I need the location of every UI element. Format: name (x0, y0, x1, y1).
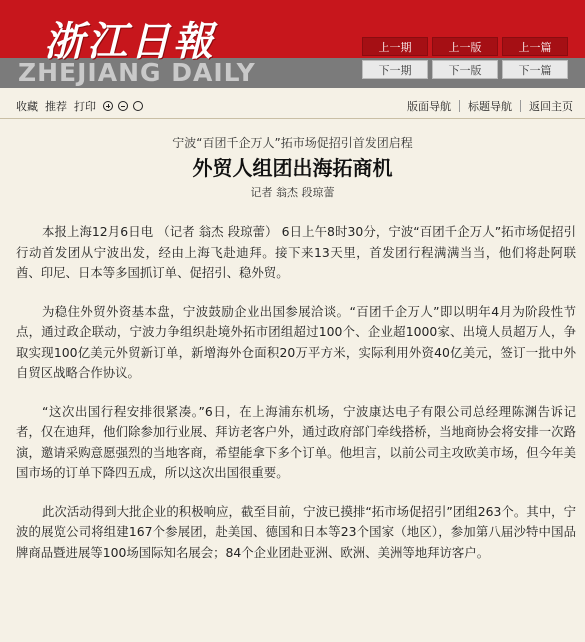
issue-navigation (362, 37, 578, 79)
prev-issue-button[interactable]: 上一期 (362, 37, 428, 56)
newspaper-logo: 浙江日報 (44, 18, 216, 65)
next-issue-button[interactable]: 下一期 (362, 60, 428, 79)
title-nav-link[interactable]: 标题导航 (468, 100, 512, 113)
recommend-link[interactable]: 推荐 (45, 100, 67, 113)
newspaper-logo-english: ZHEJIANG DAILY (18, 58, 256, 87)
print-link[interactable]: 打印 (74, 100, 96, 113)
article-headline: 外贸人组团出海拓商机 (192, 156, 393, 180)
article-toolbar (0, 92, 585, 119)
article-paragraph: 此次活动得到大批企业的积极响应，截至目前，宁波已摸排“拓市场促招引”团组263个。其中，宁波的展览公司将组建167个参展团，赴美国、德国和日本等23个国家（地区），参加第八届沙特中国品牌商品暨进展等100场国际知名展会；84个企业团赴亚洲、欧洲、美洲等地拜访客户。 (16, 503, 576, 560)
zoom-in-icon[interactable] (103, 101, 113, 111)
article-paragraph: 为稳住外贸外资基本盘，宁波鼓励企业出国参展洽谈。“百团千企万人”即以明年4月为阶段性节点，通过政企联动，宁波力争组织赴境外拓市团组超过100个、企业超1000家、出境人员超万人，争取实现100亿美元外贸新订单，新增海外仓面积20万平方米，实际利用外资40亿美元，签订一批中外自贸区战略合作协议。 (16, 303, 576, 380)
article-paragraph: “这次出国行程安排很紧凑。”6日，在上海浦东机场，宁波康达电子有限公司总经理陈渊告诉记者，仅在迪拜，他们除参加行业展、拜访老客户外，通过政府部门牵线搭桥，当地商协会将安排一次路演，邀请采购意愿强烈的当地客商，希望能拿下多个订单。他坦言，以前公司主攻欧美市场，但今年美国市场的订单下降四五成，所以这次出国很重要。 (16, 403, 576, 480)
next-page-button[interactable]: 下一版 (432, 60, 498, 79)
article-tools (16, 98, 148, 114)
layout-nav-link[interactable]: 版面导航 (407, 100, 451, 113)
prev-page-button[interactable]: 上一版 (432, 37, 498, 56)
divider (520, 100, 521, 112)
next-article-button[interactable]: 下一篇 (502, 60, 568, 79)
site-navigation (407, 98, 573, 114)
article-body (16, 222, 576, 581)
zoom-out-icon[interactable] (118, 101, 128, 111)
article-paragraph: 本报上海12月6日电 （记者 翁杰 段琼蕾） 6日上午8时30分，宁波“百团千企万人”拓市场促招引行动首发团从宁波出发，经由上海飞赴迪拜。接下来13天里，首发团行程满满当当，他们将赴阿联酋、印尼、日本等多国抓订单、促招引、稳外贸。 (16, 224, 576, 280)
article-byline: 记者 翁杰 段琼蕾 (250, 186, 335, 199)
zoom-reset-icon[interactable] (133, 101, 143, 111)
prev-article-button[interactable]: 上一篇 (502, 37, 568, 56)
article-kicker: 宁波“百团千企万人”拓市场促招引首发团启程 (172, 136, 413, 150)
favorite-link[interactable]: 收藏 (16, 100, 38, 113)
masthead (0, 0, 585, 88)
divider (459, 100, 460, 112)
back-home-link[interactable]: 返回主页 (529, 100, 573, 113)
